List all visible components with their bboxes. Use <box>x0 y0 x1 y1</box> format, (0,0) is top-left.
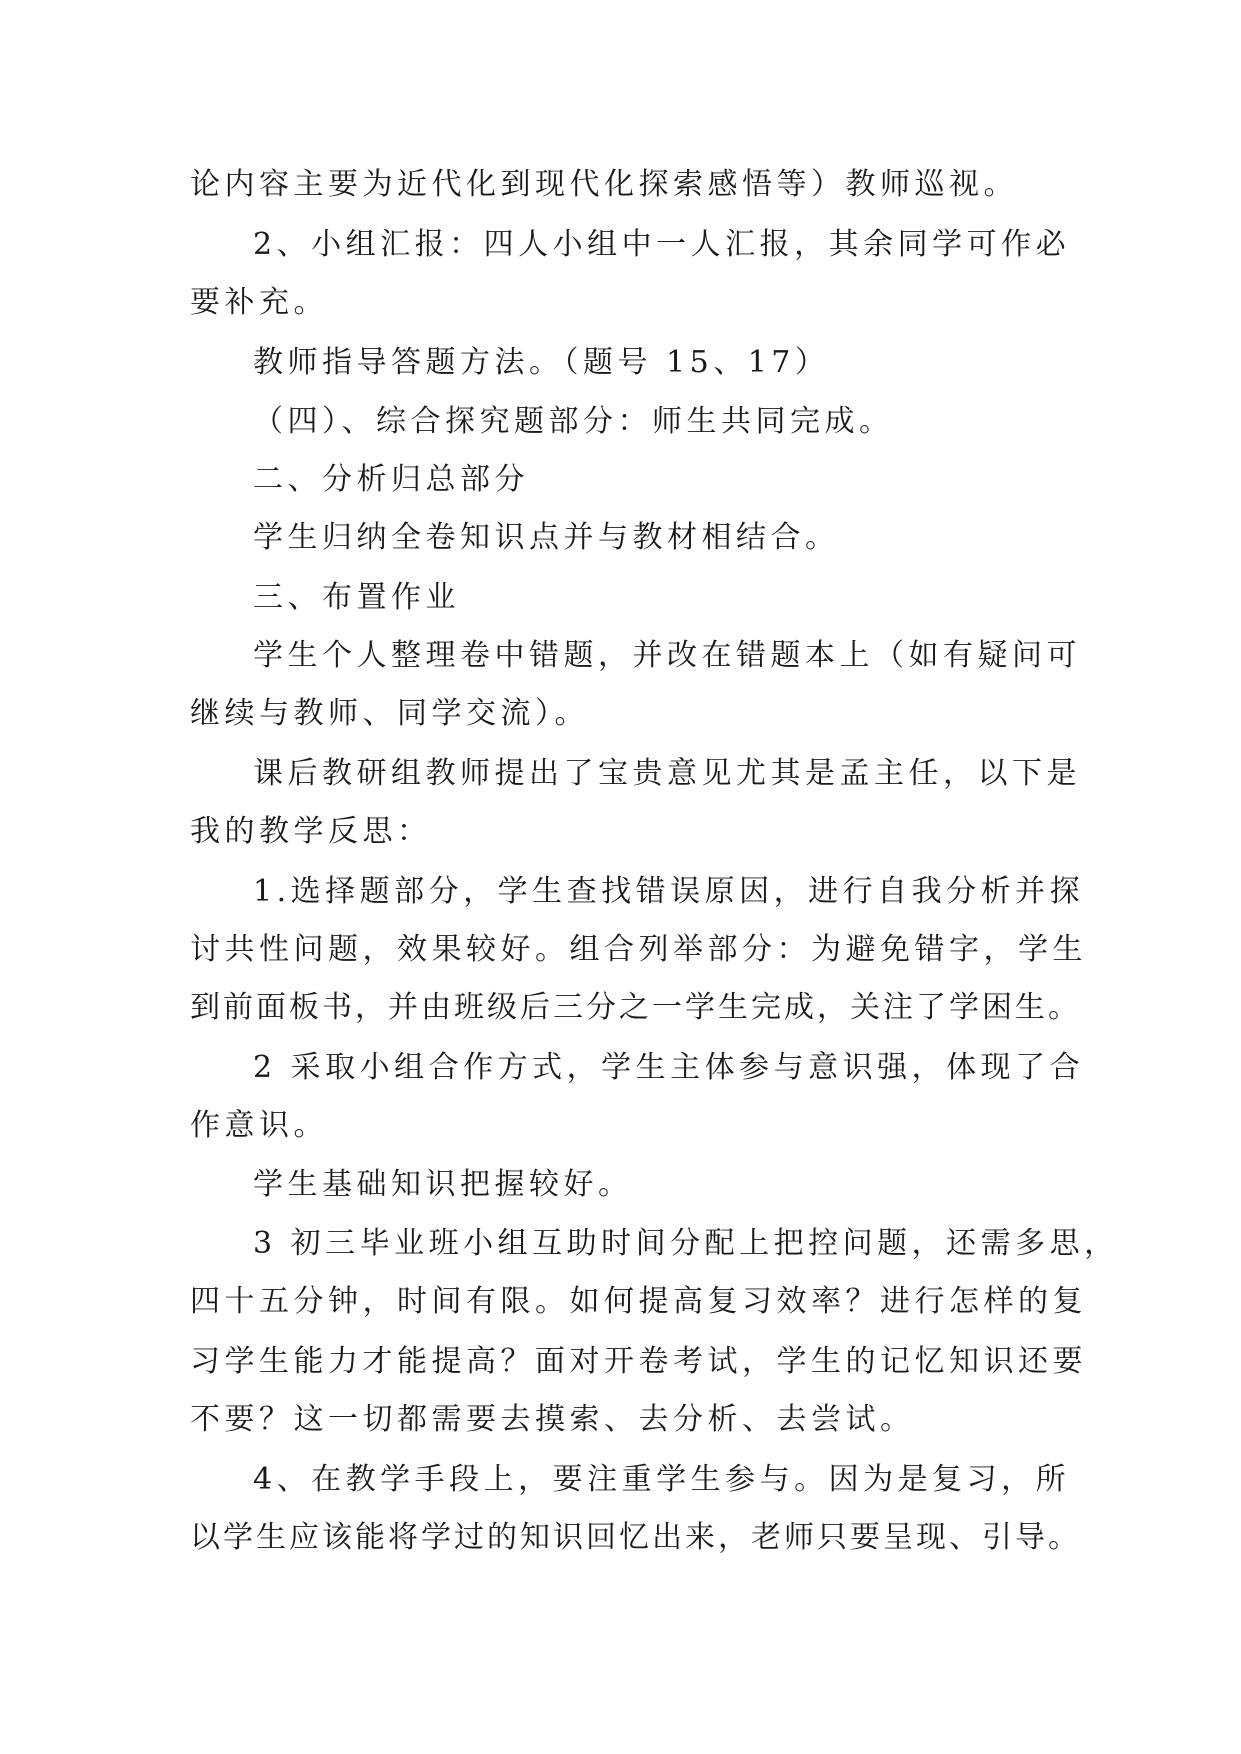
text-line: 4、在教学手段上，要注重学生参与。因为是复习，所 <box>253 1462 1071 1497</box>
text-line: 到前面板书，并由班级后三分之一学生完成，关注了学困生。 <box>190 990 1081 1025</box>
text-line: 教师指导答题方法。（题号 15、17） <box>253 345 830 380</box>
text-line: 要补充。 <box>190 285 328 320</box>
text-line: 继续与教师、同学交流）。 <box>190 696 589 731</box>
text-line: 讨共性问题，效果较好。组合列举部分：为避免错字，学生 <box>190 932 1087 967</box>
text-line: 2 采取小组合作方式，学生主体参与意识强，体现了合 <box>253 1050 1085 1085</box>
section-heading: 三、布置作业 <box>253 580 460 615</box>
text-line: 论内容主要为近代化到现代化探索感悟等）教师巡视。 <box>190 167 1018 202</box>
text-line: 学生个人整理卷中错题，并改在错题本上（如有疑问可 <box>253 638 1081 673</box>
text-line: 以学生应该能将学过的知识回忆出来，老师只要呈现、引导。 <box>190 1520 1081 1555</box>
text-line: 2、小组汇报：四人小组中一人汇报，其余同学可作必 <box>253 227 1071 262</box>
text-line: 习学生能力才能提高？面对开卷考试，学生的记忆知识还要 <box>190 1344 1087 1379</box>
text-line: （四）、综合探究题部分：师生共同完成。 <box>253 404 894 439</box>
text-line: 3 初三毕业班小组互助时间分配上把控问题，还需多思， <box>253 1226 1119 1261</box>
text-line: 课后教研组教师提出了宝贵意见尤其是孟主任，以下是 <box>253 756 1081 791</box>
text-line: 我的教学反思： <box>190 814 432 849</box>
text-line: 不要？这一切都需要去摸索、去分析、去尝试。 <box>190 1402 915 1437</box>
text-line: 1.选择题部分，学生查找错误原因，进行自我分析并探 <box>253 874 1085 909</box>
text-line: 作意识。 <box>190 1108 328 1143</box>
text-line: 四十五分钟，时间有限。如何提高复习效率？进行怎样的复 <box>190 1284 1087 1319</box>
text-line: 学生基础知识把握较好。 <box>253 1167 633 1202</box>
text-line: 学生归纳全卷知识点并与教材相结合。 <box>253 520 840 555</box>
section-heading: 二、分析归总部分 <box>253 462 529 497</box>
